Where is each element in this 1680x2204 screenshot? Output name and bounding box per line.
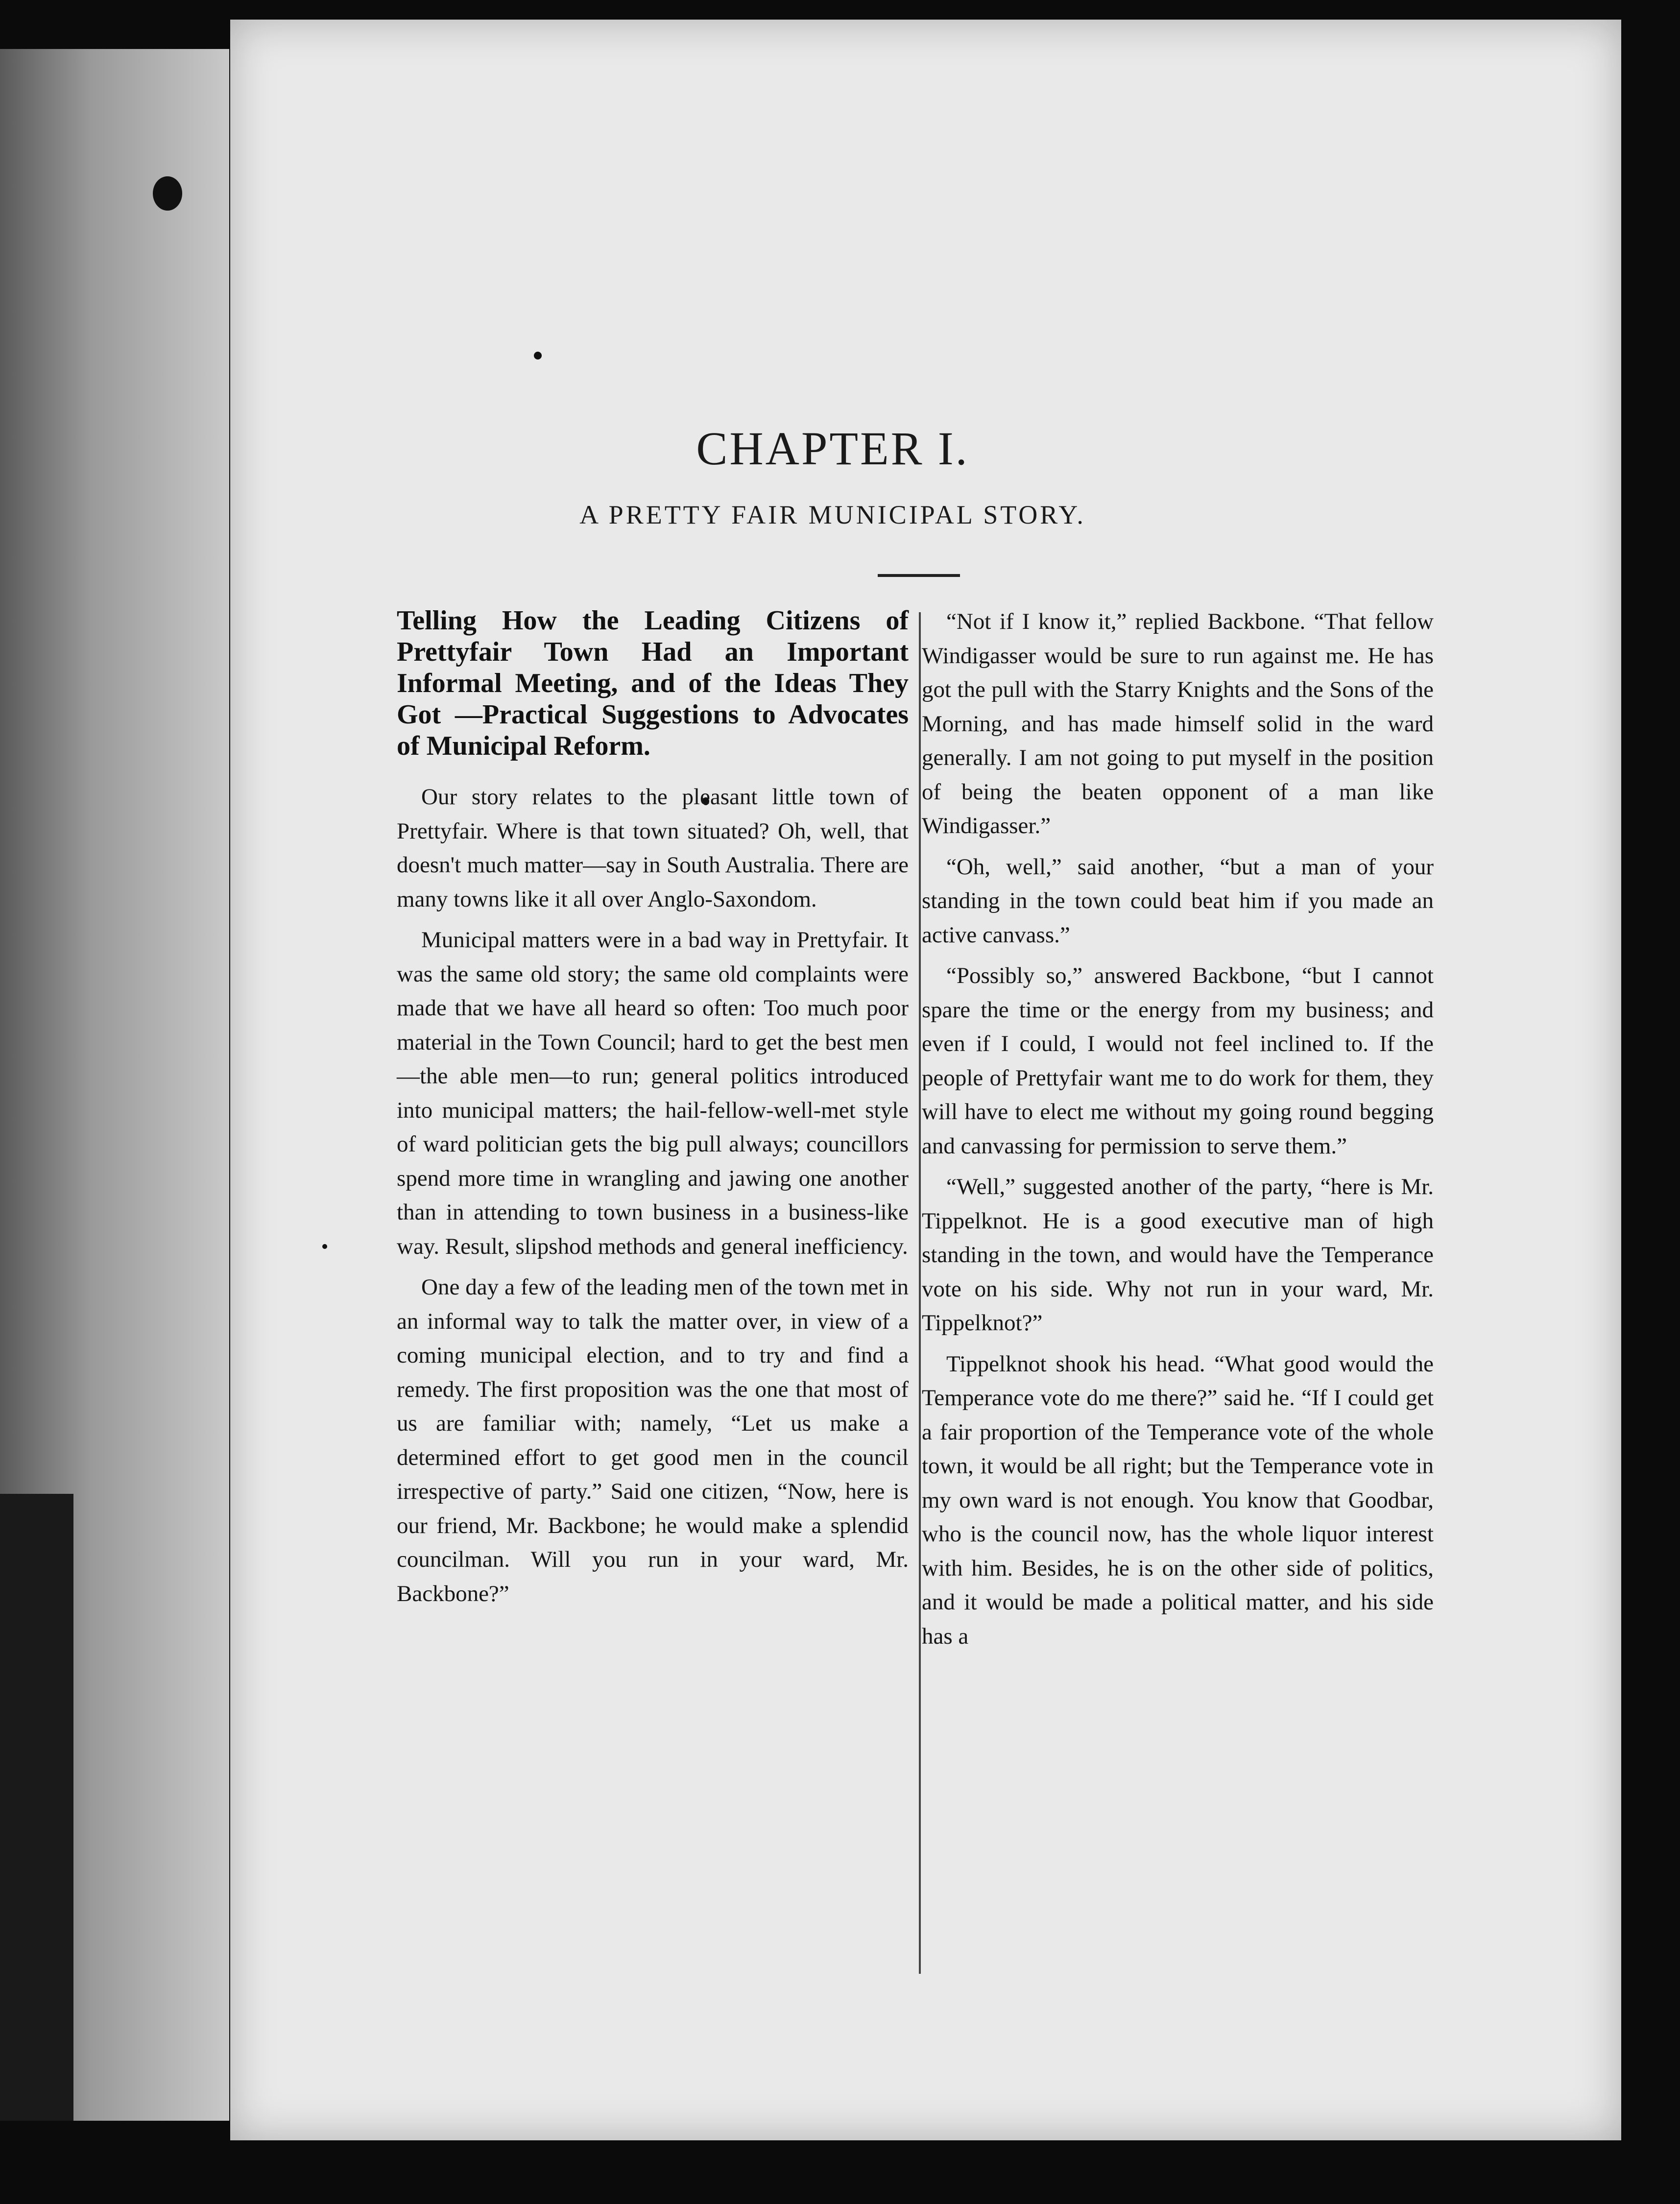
column-divider — [919, 612, 921, 1974]
paragraph: “Possibly so,” answered Backbone, “but I cannot spare the time or the energy from my business; and even if I could, I would not feel inclined to. If the people of Prettyfair want me to do work for them, they will have to elect me without my going round begging and canvassing for permission to serve them.” — [922, 963, 1434, 1159]
ink-speck — [322, 1244, 327, 1249]
right-column — [922, 605, 1434, 1660]
chapter-title: CHAPTER I. — [696, 422, 969, 475]
section-headline: Telling How the Leading Citizens of Prettyfair Town Had an Important Informal Meeting, and of the Ideas They Got —Practical Suggestions to Advocates of Municipal Reform. — [397, 605, 909, 761]
paragraph: “Oh, well,” said another, “but a man of your standing in the town could beat him if you made an active canvass.” — [922, 854, 1434, 948]
paragraph: “Well,” suggested another of the party, “here is Mr. Tippelknot. He is a good executive man of high standing in the town, and would have the Temperance vote on his side. Why not run in your ward, Mr. Tippelknot?” — [922, 1174, 1434, 1336]
facing-page-edge — [0, 49, 229, 2121]
paragraph: One day a few of the leading men of the town met in an informal way to talk the matter over, in view of a coming municipal election, and to try and find a remedy. The first proposition was the one that most of us are familiar with; namely, “Let us make a determined effort to get good men in the council irrespective of party.” Said one citizen, “Now, here is our friend, Mr. Backbone; he would make a splendid councilman. Will you run in your ward, Mr. Backbone?” — [397, 1274, 909, 1606]
ink-speck — [534, 352, 542, 359]
chapter-subtitle: A PRETTY FAIR MUNICIPAL STORY. — [579, 500, 1086, 529]
ink-blot — [153, 176, 182, 211]
paragraph: Our story relates to the pleasant little town of Prettyfair. Where is that town situated? Oh, well, that doesn't much matter—say in South Australia. There are many towns like it all over Anglo-Saxondom. — [397, 784, 909, 912]
paragraph: Municipal matters were in a bad way in Prettyfair. It was the same old story; the same old complaints were made that we have all heard so often: Too much poor material in the Town Council; hard to get the best men—the able men—to run; general politics introduced into municipal matters; the hail-fellow-well-met style of ward politician gets the big pull always; councillors spend more time in wrangling and jawing one another than in attending to town business in a business-like way. Result, slipshod methods and general inefficiency. — [397, 927, 909, 1259]
left-column — [397, 605, 909, 1618]
paragraph: “Not if I know it,” replied Backbone. “That fellow Windigasser would be sure to run against me. He has got the pull with the Starry Knights and the Sons of the Morning, and has made himself solid in the ward generally. I am not going to put myself in the position of being the beaten opponent of a man like Windigasser.” — [922, 609, 1434, 838]
paragraph: Tippelknot shook his head. “What good would the Temperance vote do me there?” said he. “If I could get a fair proportion of the Temperance vote of the whole town, it would be all right; but the Temperance vote in my own ward is not enough. You know that Goodbar, who is the council now, has the whole liquor interest with him. Besides, he is on the other side of politics, and it would be made a political matter, and his side has a — [922, 1351, 1434, 1649]
title-rule — [878, 574, 960, 577]
torn-page-shadow — [0, 1494, 73, 2121]
